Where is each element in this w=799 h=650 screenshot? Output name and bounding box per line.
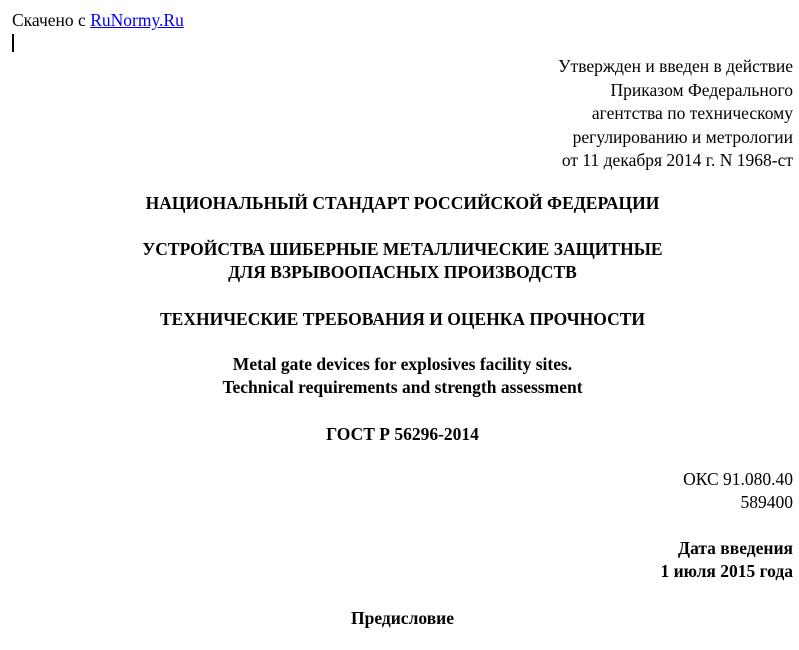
- standard-title-ru: [0, 238, 799, 284]
- standard-designation: [0, 423, 799, 446]
- okp-code: 589400: [740, 492, 793, 512]
- standard-title-en-line1: Metal gate devices for explosives facility sites.: [232, 354, 573, 374]
- approval-line: регулированию и метрологии: [572, 126, 793, 147]
- approval-line: агентства по техническому: [591, 103, 793, 123]
- runormy-link[interactable]: RuNormy.Ru: [90, 10, 184, 30]
- approval-line: Утвержден и введен в действие: [558, 56, 793, 76]
- oks-code: ОКС 91.080.40: [683, 469, 793, 489]
- standard-title-ru-line1: УСТРОЙСТВА ШИБЕРНЫЕ МЕТАЛЛИЧЕСКИЕ ЗАЩИТНЫЕ: [142, 239, 663, 259]
- text-cursor: [12, 34, 14, 52]
- preface-heading-text: Предисловие: [350, 608, 455, 628]
- standard-title-en-line2: Technical requirements and strength assessment: [222, 377, 583, 397]
- approval-block: [558, 55, 793, 173]
- approval-line: от 11 декабря 2014 г. N 1968-ст: [561, 150, 793, 170]
- standard-title-en: [0, 353, 799, 399]
- national-standard-title: [0, 192, 799, 215]
- classification-block: [683, 468, 793, 514]
- standard-subtitle-ru-text: ТЕХНИЧЕСКИЕ ТРЕБОВАНИЯ И ОЦЕНКА ПРОЧНОСТИ: [159, 309, 646, 329]
- introduction-date-value: 1 июля 2015 года: [660, 561, 793, 581]
- approval-line: Приказом Федерального: [610, 79, 793, 100]
- preface-heading: [0, 607, 799, 630]
- national-standard-title-text: НАЦИОНАЛЬНЫЙ СТАНДАРТ РОССИЙСКОЙ ФЕДЕРАЦИИ: [145, 193, 660, 213]
- introduction-date-block: [660, 537, 793, 583]
- standard-subtitle-ru: [0, 308, 799, 331]
- standard-title-ru-line2: ДЛЯ ВЗРЫВООПАСНЫХ ПРОИЗВОДСТВ: [228, 262, 577, 282]
- download-notice-prefix: Скачено с: [12, 10, 86, 30]
- download-notice: [12, 9, 184, 31]
- standard-designation-text: ГОСТ Р 56296-2014: [326, 424, 479, 444]
- introduction-date-label: Дата введения: [678, 538, 793, 558]
